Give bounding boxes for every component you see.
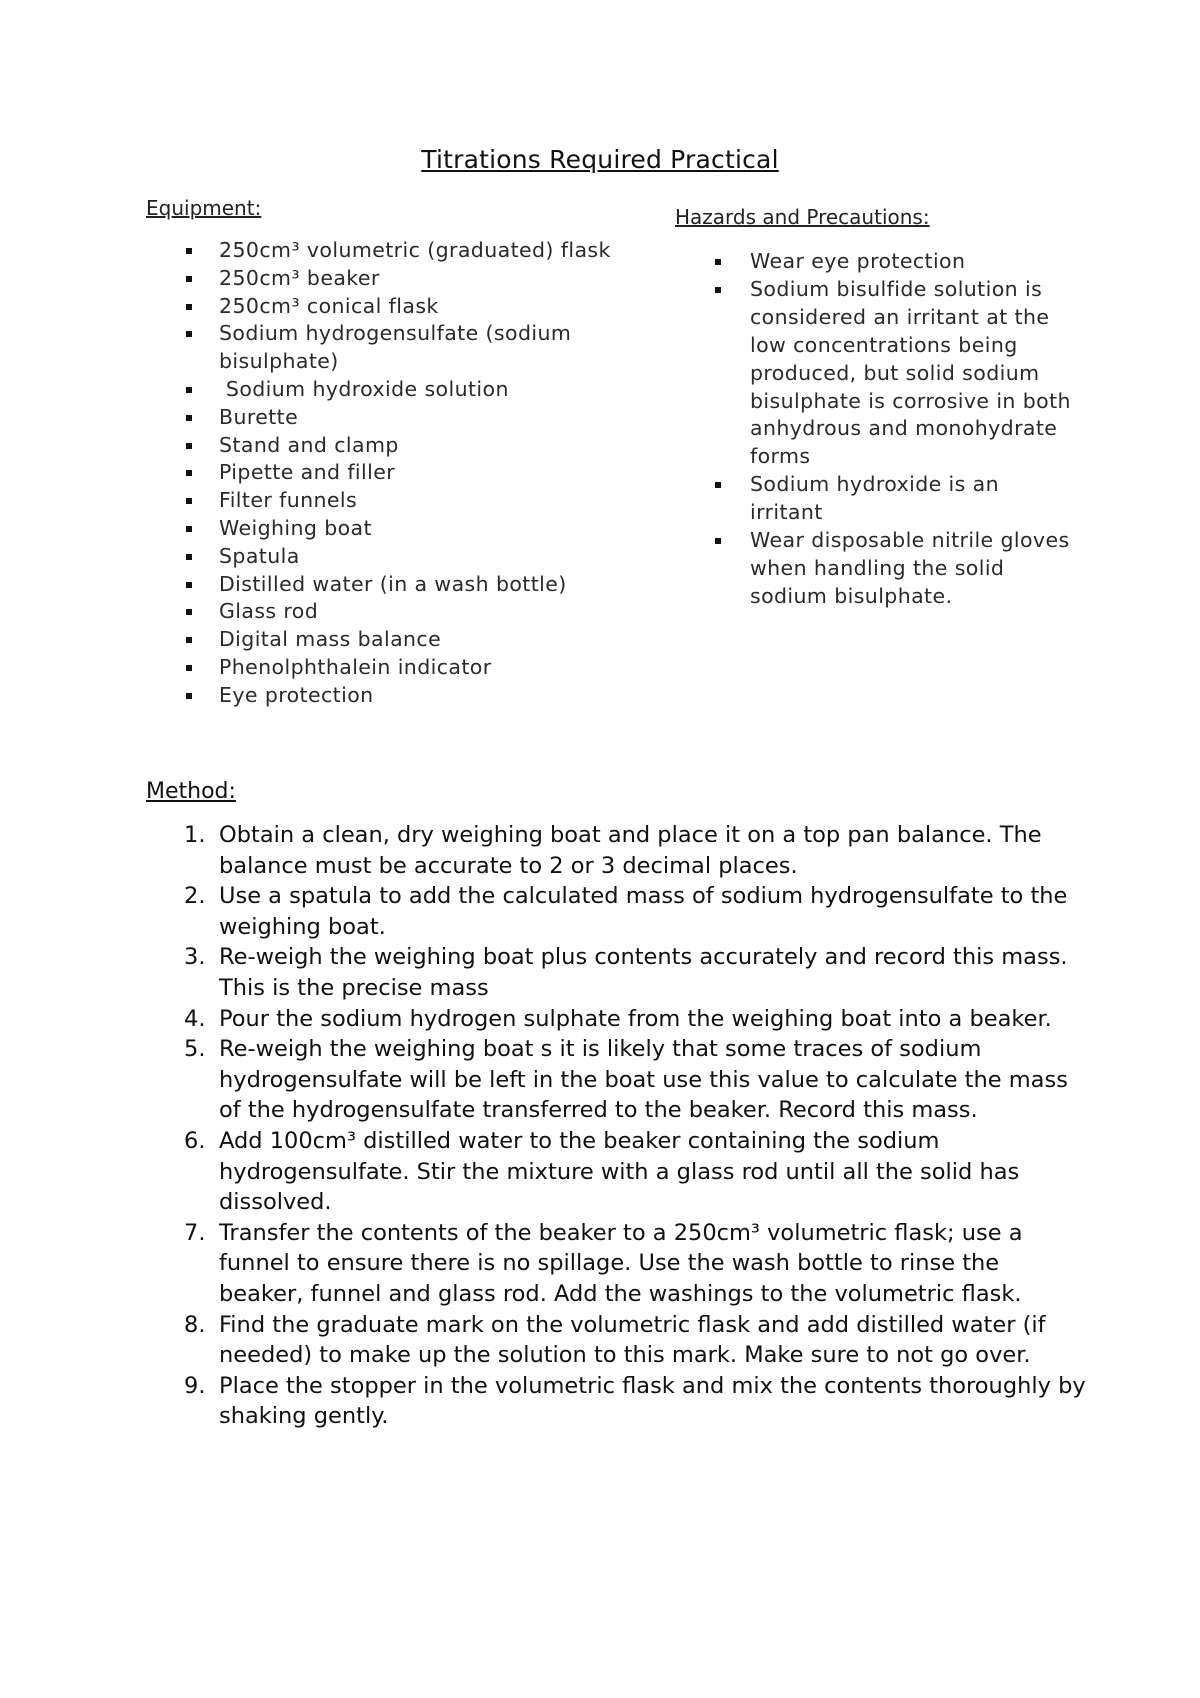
step-number: 2. <box>184 883 206 910</box>
step-text: Place the stopper in the volumetric flask and mix the contents thoroughly by shaking gently. <box>219 1372 1086 1430</box>
hazards-section <box>675 204 1075 611</box>
equipment-item: Eye protection <box>219 682 374 707</box>
step-number: 7. <box>184 1219 206 1246</box>
equipment-item: Pipette and filler <box>219 460 396 485</box>
hazard-item: Sodium bisulfide solution is considered an irritant at the low concentrations being produced, but solid sodium bisulphate is corrosive in both anhydrous and monohydrate forms <box>750 276 1071 469</box>
square-bullet-icon <box>186 637 192 643</box>
hazard-item: Wear eye protection <box>750 249 966 273</box>
list-item <box>146 654 676 682</box>
list-item <box>146 459 676 487</box>
method-steps <box>146 820 1086 1432</box>
step-number: 9. <box>184 1372 206 1399</box>
equipment-item: Digital mass balance <box>219 627 442 652</box>
square-bullet-icon <box>186 248 192 254</box>
hazard-item: Wear disposable nitrile gloves when handling the solid sodium bisulphate. <box>750 528 1070 608</box>
list-item <box>146 543 676 571</box>
list-item <box>146 265 676 293</box>
square-bullet-icon <box>186 415 192 421</box>
square-bullet-icon <box>186 582 192 588</box>
step-text: Use a spatula to add the calculated mass of sodium hydrogensulfate to the weighing boat. <box>219 883 1068 940</box>
equipment-item: Sodium hydroxide solution <box>219 376 509 401</box>
step-text: Re-weigh the weighing boat plus contents accurately and record this mass. This is the precise mass <box>219 944 1068 1001</box>
list-item <box>146 626 676 654</box>
step-text: Re-weigh the weighing boat s it is likely that some traces of sodium hydrogensulfate will be left in the boat use this value to calculate the mass of the hydrogensulfate transferred to the beaker. Record this mass. <box>219 1036 1068 1124</box>
equipment-item: Weighing boat <box>219 515 372 540</box>
square-bullet-icon <box>715 482 721 488</box>
list-item <box>146 320 676 376</box>
list-item <box>146 293 676 321</box>
square-bullet-icon <box>186 526 192 532</box>
method-section <box>146 778 1086 1432</box>
equipment-item: Filter funnels <box>219 488 358 513</box>
equipment-item: Stand and clamp <box>219 432 399 457</box>
square-bullet-icon <box>186 276 192 282</box>
square-bullet-icon <box>186 665 192 671</box>
list-item <box>146 1004 1086 1035</box>
step-number: 1. <box>184 822 206 848</box>
square-bullet-icon <box>715 287 721 293</box>
equipment-item: Burette <box>219 404 299 429</box>
square-bullet-icon <box>186 387 192 393</box>
equipment-item: Sodium hydrogensulfate (sodium bisulphate) <box>219 321 572 374</box>
list-item <box>146 1310 1086 1371</box>
square-bullet-icon <box>186 693 192 699</box>
list-item <box>146 515 676 543</box>
square-bullet-icon <box>715 259 721 265</box>
list-item <box>146 1126 1086 1218</box>
equipment-item: 250cm³ beaker <box>219 265 380 290</box>
equipment-item: 250cm³ volumetric (graduated) flask <box>219 238 611 262</box>
list-item <box>146 598 676 626</box>
list-item <box>146 942 1086 1003</box>
list-item <box>146 487 676 515</box>
equipment-section <box>146 195 676 710</box>
step-text: Find the graduate mark on the volumetric flask and add distilled water (if needed) to make up the solution to this mark. Make sure to not go over. <box>219 1311 1046 1369</box>
hazards-heading: Hazards and Precautions: <box>675 205 930 229</box>
list-item <box>146 237 676 265</box>
step-text: Add 100cm³ distilled water to the beaker containing the sodium hydrogensulfate. Stir the mixture with a glass rod until all the solid has dissolved. <box>219 1127 1020 1216</box>
square-bullet-icon <box>186 331 192 337</box>
list-item <box>146 1371 1086 1432</box>
hazards-list <box>675 248 1075 611</box>
step-number: 6. <box>184 1127 206 1154</box>
square-bullet-icon <box>186 609 192 615</box>
equipment-item: Glass rod <box>219 599 319 624</box>
step-number: 4. <box>184 1005 206 1032</box>
equipment-item: 250cm³ conical flask <box>219 293 439 318</box>
step-text: Pour the sodium hydrogen sulphate from the weighing boat into a beaker. <box>219 1005 1052 1032</box>
list-item <box>146 404 676 432</box>
list-item <box>146 682 676 710</box>
step-number: 8. <box>184 1311 206 1338</box>
list-item <box>146 1218 1086 1310</box>
hazard-item: Sodium hydroxide is an irritant <box>750 472 999 525</box>
square-bullet-icon <box>186 470 192 476</box>
list-item <box>675 276 1075 471</box>
square-bullet-icon <box>186 443 192 449</box>
square-bullet-icon <box>186 554 192 560</box>
page-title: Titrations Required Practical <box>421 145 779 174</box>
step-text: Obtain a clean, dry weighing boat and place it on a top pan balance. The balance must be accurate to 2 or 3 decimal places. <box>219 822 1042 879</box>
square-bullet-icon <box>186 498 192 504</box>
list-item <box>146 432 676 460</box>
list-item <box>146 376 676 404</box>
equipment-item: Distilled water (in a wash bottle) <box>219 571 567 596</box>
list-item <box>675 248 1075 276</box>
square-bullet-icon <box>186 304 192 310</box>
list-item <box>146 571 676 599</box>
step-text: Transfer the contents of the beaker to a 250cm³ volumetric flask; use a funnel to ensure there is no spillage. Use the wash bottle to rinse the beaker, funnel and glass rod. Add the washings to the volumetric flask. <box>219 1219 1023 1307</box>
list-item <box>146 820 1086 881</box>
list-item <box>675 527 1075 611</box>
equipment-list <box>146 237 676 710</box>
equipment-heading: Equipment: <box>146 196 262 220</box>
square-bullet-icon <box>715 538 721 544</box>
step-number: 5. <box>184 1036 206 1063</box>
equipment-item: Phenolphthalein indicator <box>219 654 492 679</box>
list-item <box>146 881 1086 942</box>
step-number: 3. <box>184 944 206 971</box>
method-heading: Method: <box>146 779 236 804</box>
equipment-item: Spatula <box>219 543 300 568</box>
list-item <box>146 1034 1086 1126</box>
list-item <box>675 471 1075 527</box>
